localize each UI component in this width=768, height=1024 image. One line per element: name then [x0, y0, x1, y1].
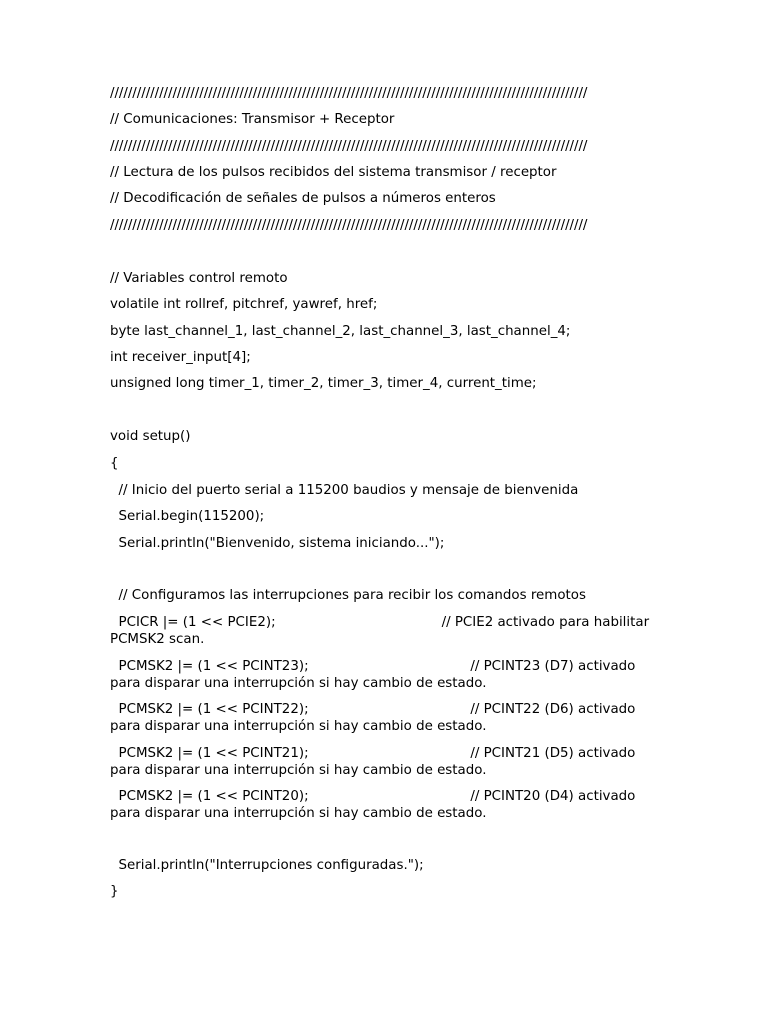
setup-serial-println-welcome: Serial.println("Bienvenido, sistema iniciando...");: [110, 536, 445, 551]
setup-pcmsk2-pcint22-line: PCMSK2 |= (1 << PCINT22); // PCINT22 (D6) activado para disparar una interrupción si hay cambio de estado.: [110, 702, 640, 734]
header-rule-top: ///////////////////////////////////////////////////////////////////////////////////////////////////////////: [110, 86, 588, 101]
setup-pcmsk2-pcint23-line: PCMSK2 |= (1 << PCINT23); // PCINT23 (D7) activado para disparar una interrupción si hay cambio de estado.: [110, 659, 640, 691]
setup-serial-println-done: Serial.println("Interrupciones configuradas.");: [110, 858, 424, 873]
header-rule-middle: ///////////////////////////////////////////////////////////////////////////////////////////////////////////: [110, 139, 588, 154]
setup-serial-comment: // Inicio del puerto serial a 115200 baudios y mensaje de bienvenida: [110, 483, 579, 498]
header-rule-bottom: ///////////////////////////////////////////////////////////////////////////////////////////////////////////: [110, 218, 588, 233]
setup-pcmsk2-pcint20-line: PCMSK2 |= (1 << PCINT20); // PCINT20 (D4) activado para disparar una interrupción si hay cambio de estado.: [110, 789, 640, 821]
header-description-line-2: // Decodificación de señales de pulsos a números enteros: [110, 191, 496, 206]
variables-line-volatile: volatile int rollref, pitchref, yawref, href;: [110, 297, 378, 312]
header-description-line-1: // Lectura de los pulsos recibidos del sistema transmisor / receptor: [110, 165, 557, 180]
setup-interrupts-comment: // Configuramos las interrupciones para recibir los comandos remotos: [110, 588, 586, 603]
variables-line-int: int receiver_input[4];: [110, 350, 251, 365]
variables-line-unsigned: unsigned long timer_1, timer_2, timer_3, timer_4, current_time;: [110, 376, 537, 391]
setup-open-brace: {: [110, 456, 119, 471]
variables-line-byte: byte last_channel_1, last_channel_2, last_channel_3, last_channel_4;: [110, 324, 571, 339]
setup-pcicr-line: PCICR |= (1 << PCIE2); // PCIE2 activado para habilitar PCMSK2 scan.: [110, 615, 654, 647]
setup-pcmsk2-pcint21-line: PCMSK2 |= (1 << PCINT21); // PCINT21 (D5) activado para disparar una interrupción si hay cambio de estado.: [110, 746, 640, 778]
header-title-comment: // Comunicaciones: Transmisor + Receptor: [110, 112, 395, 127]
setup-close-brace: }: [110, 884, 119, 899]
variables-comment: // Variables control remoto: [110, 271, 288, 286]
setup-serial-begin: Serial.begin(115200);: [110, 509, 265, 524]
setup-signature: void setup(): [110, 429, 191, 444]
